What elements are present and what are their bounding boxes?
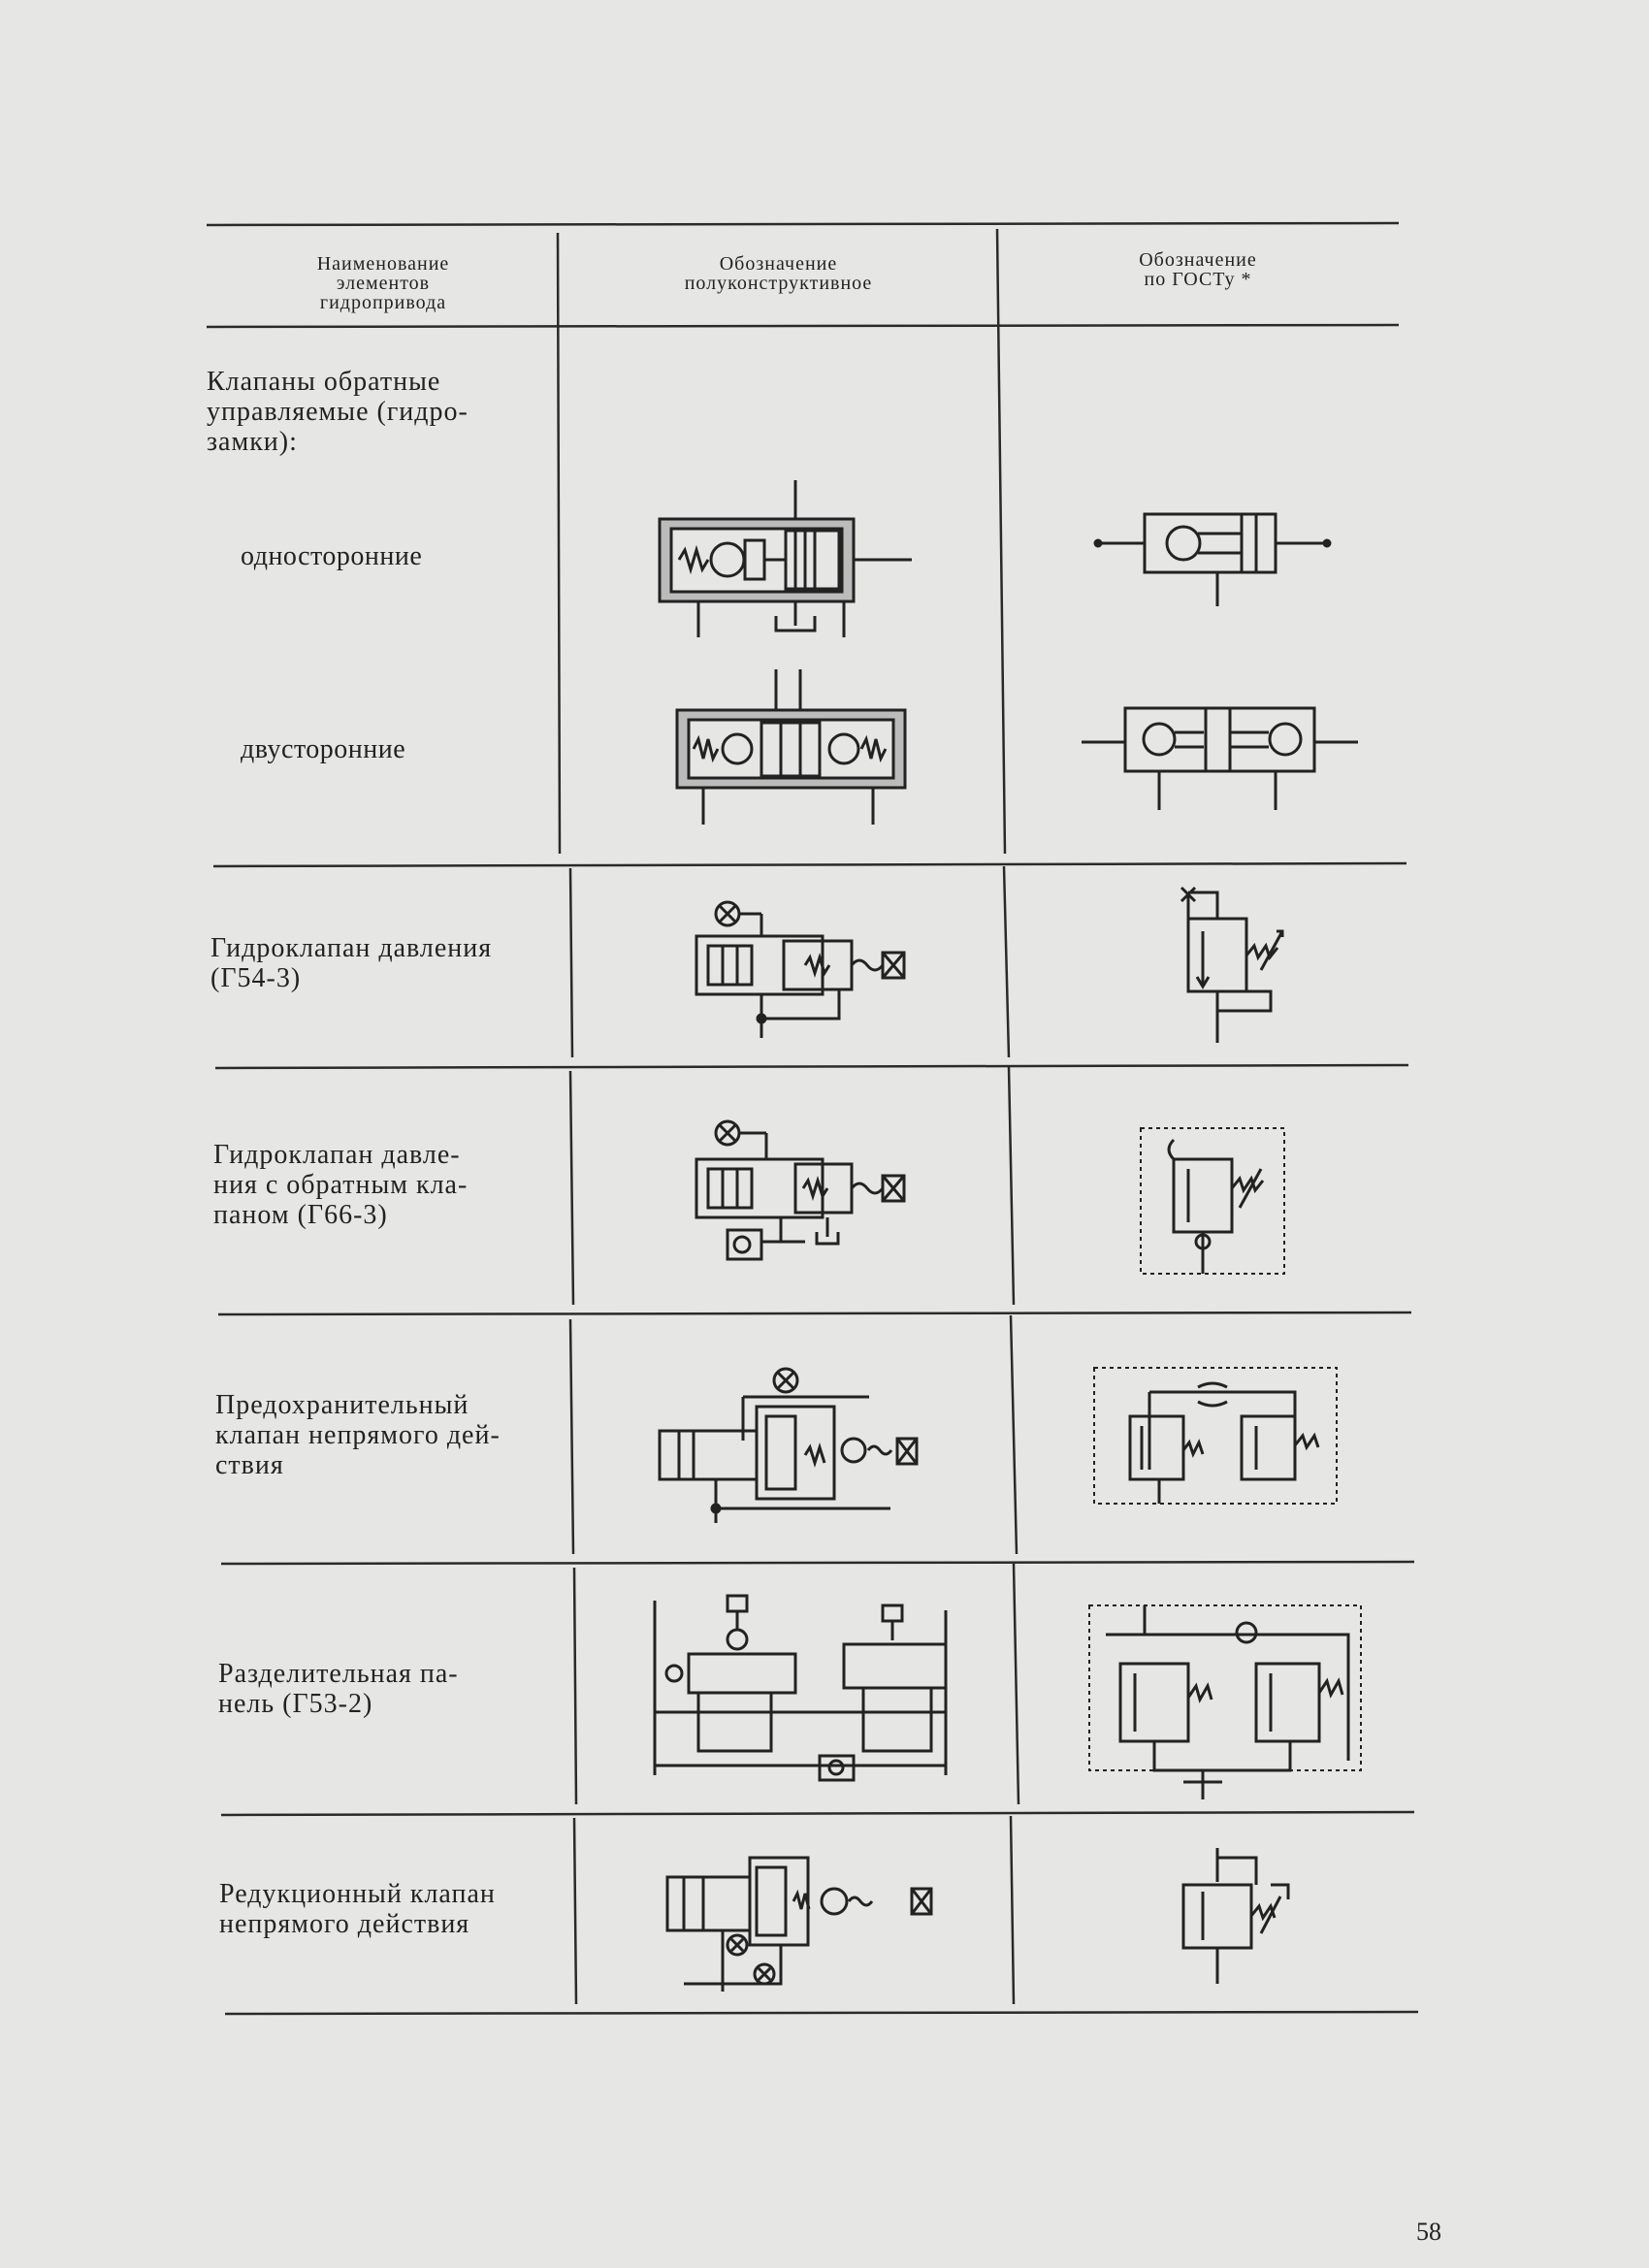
- row-name-check-valves: Клапаны обратные управляемые (гидро- замки):: [207, 367, 469, 457]
- pressure-check-valve-semi-icon: [689, 1116, 912, 1271]
- dividing-panel-semi-icon: [645, 1591, 955, 1785]
- pressure-valve-gost-icon: [1164, 878, 1300, 1043]
- header-semi-constructive-column: Обозначение полуконструктивное: [684, 253, 873, 294]
- row-name-relief-valve: Предохранительный клапан непрямого дей- ствия: [215, 1390, 501, 1480]
- check-valve-two-way-semi-icon: [669, 669, 912, 825]
- row-sub-one-way: односторонние: [241, 541, 423, 571]
- dividing-panel-gost-icon: [1086, 1596, 1368, 1790]
- relief-valve-gost-icon: [1091, 1363, 1343, 1508]
- page-number: 58: [1416, 2218, 1441, 2246]
- pressure-valve-semi-icon: [689, 892, 912, 1038]
- row-sub-two-way: двусторонние: [241, 734, 406, 764]
- row-name-pressure-check-valve: Гидроклапан давле- ния с обратным кла- паном (Г66-3): [213, 1140, 469, 1230]
- pressure-check-valve-gost-icon: [1135, 1120, 1290, 1276]
- reducing-valve-gost-icon: [1179, 1848, 1305, 1984]
- header-name-column: Наименование элементов гидропривода: [316, 253, 450, 313]
- relief-valve-semi-icon: [650, 1363, 931, 1528]
- reducing-valve-semi-icon: [660, 1848, 941, 1993]
- row-name-dividing-panel: Разделительная па- нель (Г53-2): [218, 1659, 459, 1719]
- row-name-pressure-valve: Гидроклапан давления (Г54-3): [210, 933, 493, 993]
- check-valve-one-way-gost-icon: [1096, 504, 1329, 611]
- check-valve-two-way-gost-icon: [1082, 703, 1358, 810]
- header-gost-column: Обозначение по ГОСТу *: [1139, 249, 1257, 290]
- row-name-reducing-valve: Редукционный клапан непрямого действия: [219, 1879, 496, 1939]
- check-valve-one-way-semi-icon: [650, 480, 912, 640]
